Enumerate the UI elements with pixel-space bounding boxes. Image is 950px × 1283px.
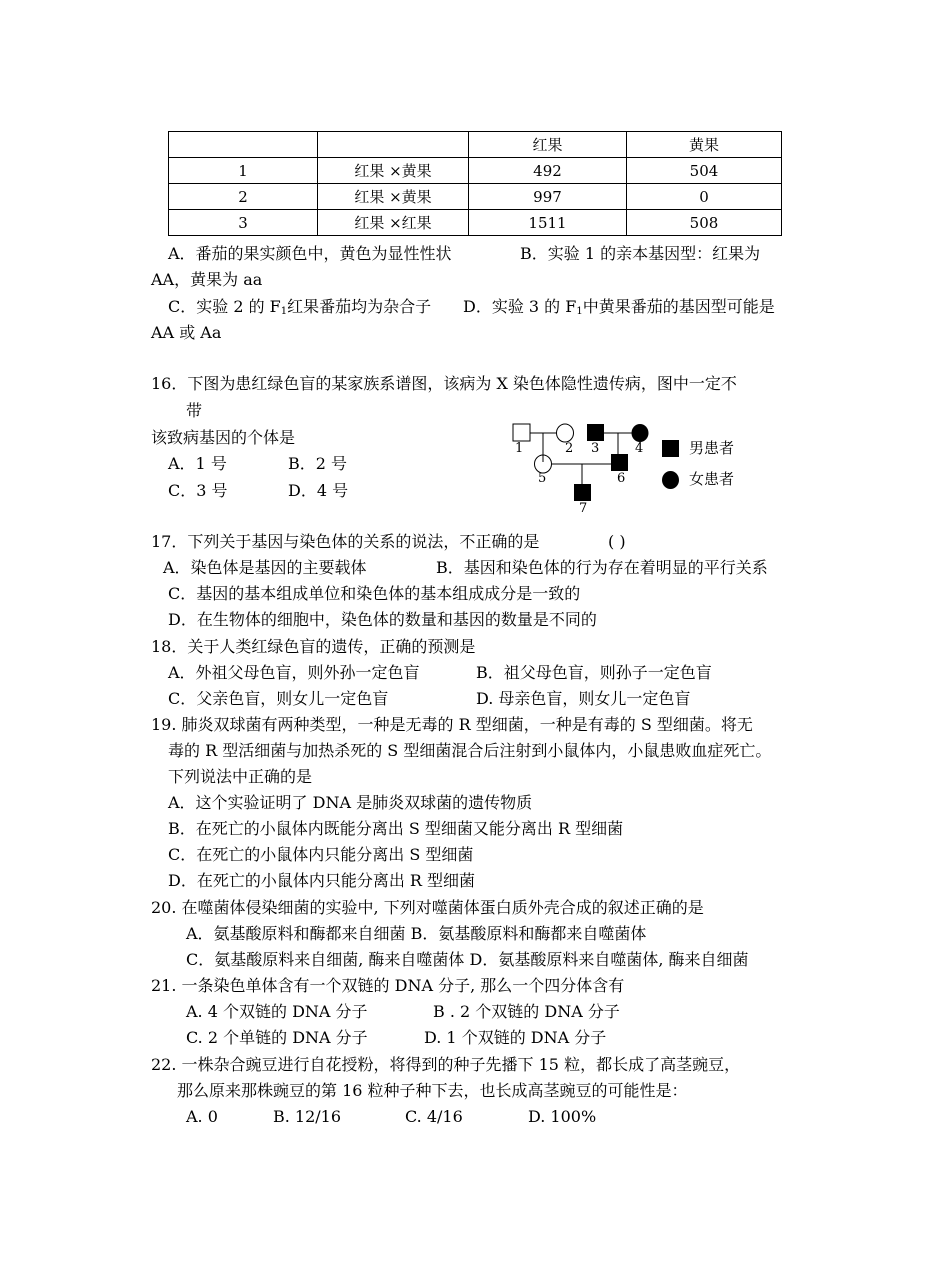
q20-options-cd: C．氨基酸原料来自细菌, 酶来自噬菌体 D．氨基酸原料来自噬菌体, 酶来自细菌 (186, 950, 749, 969)
q19-option-b: B．在死亡的小鼠体内既能分离出 S 型细菌又能分离出 R 型细菌 (168, 819, 624, 838)
q18-option-c: C．父亲色盲，则女儿一定色盲 (168, 689, 389, 708)
table-row (169, 158, 782, 184)
q22-option-a: A. 0 (186, 1107, 218, 1126)
male-affected-symbol (611, 454, 628, 471)
pedigree-label: 7 (579, 501, 588, 516)
q19-option-a: A．这个实验证明了 DNA 是肺炎双球菌的遗传物质 (168, 793, 533, 812)
q15-option-b: B．实验 1 的亲本基因型：红果为 (520, 244, 761, 263)
table-cell: 红果 ×黄果 (318, 184, 469, 210)
q15-d-post: 中黄果番茄的基因型可能是 (582, 297, 775, 316)
table-cell: 508 (627, 210, 782, 236)
q21-option-c: C. 2 个单链的 DNA 分子 (186, 1028, 368, 1047)
q16-stem-cont: 带 (186, 401, 203, 420)
table-row (169, 210, 782, 236)
table-cell: 1 (169, 158, 318, 184)
q15-option-d (463, 296, 775, 318)
male-affected-symbol (574, 484, 591, 501)
q17-stem: 17．下列关于基因与染色体的关系的说法，不正确的是 (151, 532, 540, 551)
q15-option-b-cont: AA，黄果为 aa (151, 270, 263, 289)
q15-c-sub: 1 (280, 306, 288, 317)
legend-male-label: 男患者 (689, 439, 735, 457)
table-row (169, 184, 782, 210)
results-table (168, 131, 782, 236)
q18-option-b: B．祖父母色盲，则孙子一定色盲 (476, 663, 712, 682)
q22-option-b: B. 12/16 (273, 1107, 342, 1126)
q16-option-c: C．3 号 (168, 481, 228, 500)
q18-option-a: A．外祖父母色盲，则外孙一定色盲 (168, 663, 420, 682)
table-cell (169, 132, 318, 158)
q19-stem-cont2: 下列说法中正确的是 (168, 767, 313, 786)
q16-option-b: B．2 号 (288, 454, 348, 473)
q15-option-d-cont: AA 或 Aa (151, 323, 222, 342)
pedigree-chart (505, 416, 765, 516)
q16-option-d: D．4 号 (288, 481, 349, 500)
q17-option-c: C．基因的基本组成单位和染色体的基本组成成分是一致的 (168, 584, 581, 603)
q15-c-post: 红果番茄均为杂合子 (287, 297, 432, 316)
q22-stem: 22. 一株杂合豌豆进行自花授粉，将得到的种子先播下 15 粒，都长成了高茎豌豆， (151, 1055, 741, 1074)
q21-option-b: B . 2 个双链的 DNA 分子 (433, 1002, 620, 1021)
table-cell: 3 (169, 210, 318, 236)
q18-stem: 18．关于人类红绿色盲的遗传，正确的预测是 (151, 637, 476, 656)
q17-option-d: D．在生物体的细胞中，染色体的数量和基因的数量是不同的 (168, 610, 597, 629)
table-cell (318, 132, 469, 158)
male-affected-symbol (587, 424, 604, 441)
pedigree-label: 6 (617, 471, 626, 486)
table-cell: 红果 ×黄果 (318, 158, 469, 184)
q18-option-d: D. 母亲色盲，则女儿一定色盲 (476, 689, 691, 708)
q22-option-d: D. 100% (528, 1107, 597, 1126)
legend-female-icon (662, 471, 679, 489)
q19-option-c: C．在死亡的小鼠体内只能分离出 S 型细菌 (168, 845, 474, 864)
pedigree-label: 1 (515, 441, 524, 456)
q15-option-a: A．番茄的果实颜色中，黄色为显性性状 (168, 244, 452, 263)
q17-answer-paren: ( ) (608, 532, 626, 551)
q15-d-sub: 1 (576, 306, 583, 317)
q21-option-a: A. 4 个双链的 DNA 分子 (186, 1002, 368, 1021)
q22-option-c: C. 4/16 (405, 1107, 463, 1126)
q16-stem: 16．下图为患红绿色盲的某家族系谱图，该病为 X 染色体隐性遗传病，图中一定不 (151, 374, 737, 393)
table-cell: 0 (627, 184, 782, 210)
q15-c-pre: C．实验 2 的 F (168, 297, 281, 316)
pedigree-label: 4 (635, 441, 644, 456)
q21-option-d: D. 1 个双链的 DNA 分子 (424, 1028, 607, 1047)
table-cell: 504 (627, 158, 782, 184)
q17-option-b: B．基因和染色体的行为存在着明显的平行关系 (436, 558, 768, 577)
q22-stem-cont: 那么原来那株豌豆的第 16 粒种子种下去，也长成高茎豌豆的可能性是： (177, 1081, 688, 1100)
q16-stem-cont2: 该致病基因的个体是 (151, 428, 296, 447)
pedigree-label: 2 (565, 441, 574, 456)
pedigree-label: 3 (591, 441, 600, 456)
q16-option-a: A．1 号 (168, 454, 227, 473)
q19-option-d: D．在死亡的小鼠体内只能分离出 R 型细菌 (168, 871, 476, 890)
table-cell: 红果 (469, 132, 627, 158)
q20-options-ab: A．氨基酸原料和酶都来自细菌 B．氨基酸原料和酶都来自噬菌体 (186, 924, 647, 943)
female-unaffected-symbol (557, 424, 574, 442)
legend-female-label: 女患者 (689, 470, 735, 488)
table-cell: 红果 ×红果 (318, 210, 469, 236)
table-cell: 1511 (469, 210, 627, 236)
table-header-row (169, 132, 782, 158)
table-cell: 黄果 (627, 132, 782, 158)
table-cell: 997 (469, 184, 627, 210)
q19-stem: 19. 肺炎双球菌有两种类型，一种是无毒的 R 型细菌，一种是有毒的 S 型细菌。将无 (151, 715, 753, 734)
q15-d-pre: D．实验 3 的 F (463, 297, 577, 316)
table-cell: 492 (469, 158, 627, 184)
male-unaffected-symbol (513, 424, 530, 441)
q20-stem: 20. 在噬菌体侵染细菌的实验中, 下列对噬菌体蛋白质外壳合成的叙述正确的是 (151, 898, 704, 917)
table-cell: 2 (169, 184, 318, 210)
q17-option-a: A．染色体是基因的主要载体 (163, 558, 367, 577)
pedigree-label: 5 (538, 471, 547, 486)
q15-option-c (168, 296, 431, 318)
legend-male-icon (662, 440, 679, 457)
q21-stem: 21. 一条染色单体含有一个双链的 DNA 分子, 那么一个四分体含有 (151, 976, 625, 995)
q19-stem-cont: 毒的 R 型活细菌与加热杀死的 S 型细菌混合后注射到小鼠体内，小鼠患败血症死亡。 (168, 741, 772, 760)
female-affected-symbol (632, 424, 649, 442)
